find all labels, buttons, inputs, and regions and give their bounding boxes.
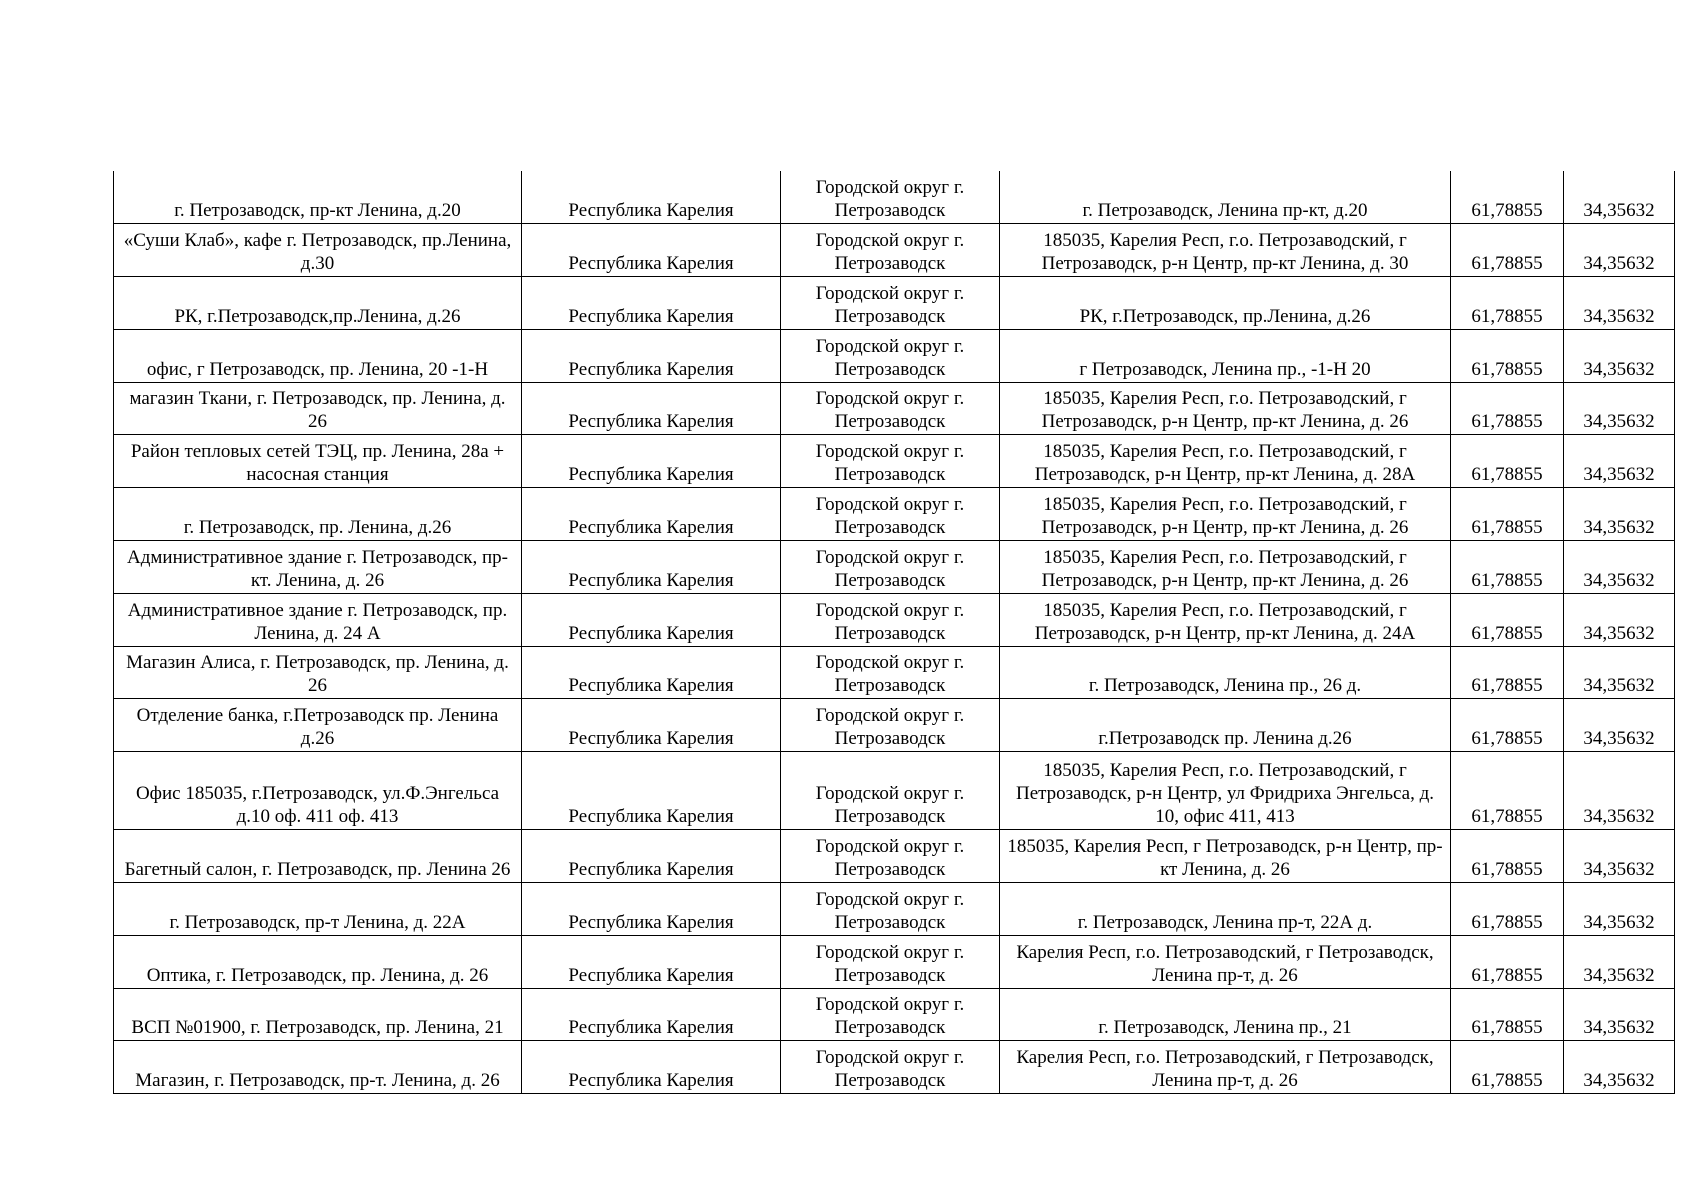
cell-latitude: 61,78855 bbox=[1451, 277, 1564, 330]
cell-region: Республика Карелия bbox=[522, 435, 781, 488]
cell-district: Городской округ г. Петрозаводск bbox=[781, 646, 1000, 699]
cell-longitude: 34,35632 bbox=[1564, 277, 1675, 330]
cell-longitude: 34,35632 bbox=[1564, 988, 1675, 1041]
cell-address: г. Петрозаводск, Ленина пр., 21 bbox=[1000, 988, 1451, 1041]
cell-object-name: Багетный салон, г. Петрозаводск, пр. Ленина 26 bbox=[114, 830, 522, 883]
cell-latitude: 61,78855 bbox=[1451, 883, 1564, 936]
cell-longitude: 34,35632 bbox=[1564, 752, 1675, 830]
cell-latitude: 61,78855 bbox=[1451, 830, 1564, 883]
cell-latitude: 61,78855 bbox=[1451, 224, 1564, 277]
cell-district: Городской округ г. Петрозаводск bbox=[781, 699, 1000, 752]
cell-address: 185035, Карелия Респ, г.о. Петрозаводский, г Петрозаводск, р-н Центр, пр-кт Ленина, д. 30 bbox=[1000, 224, 1451, 277]
table-row bbox=[114, 277, 1675, 330]
cell-latitude: 61,78855 bbox=[1451, 171, 1564, 224]
cell-region: Республика Карелия bbox=[522, 830, 781, 883]
cell-object-name: г. Петрозаводск, пр. Ленина, д.26 bbox=[114, 488, 522, 541]
cell-object-name: офис, г Петрозаводск, пр. Ленина, 20 -1-Н bbox=[114, 329, 522, 382]
cell-address: г. Петрозаводск, Ленина пр-кт, д.20 bbox=[1000, 171, 1451, 224]
cell-region: Республика Карелия bbox=[522, 752, 781, 830]
cell-region: Республика Карелия bbox=[522, 329, 781, 382]
table-row bbox=[114, 830, 1675, 883]
cell-address: г.Петрозаводск пр. Ленина д.26 bbox=[1000, 699, 1451, 752]
cell-object-name: Оптика, г. Петрозаводск, пр. Ленина, д. 26 bbox=[114, 935, 522, 988]
cell-longitude: 34,35632 bbox=[1564, 830, 1675, 883]
cell-latitude: 61,78855 bbox=[1451, 435, 1564, 488]
cell-address: г. Петрозаводск, Ленина пр-т, 22А д. bbox=[1000, 883, 1451, 936]
cell-longitude: 34,35632 bbox=[1564, 1041, 1675, 1094]
cell-longitude: 34,35632 bbox=[1564, 883, 1675, 936]
cell-address: 185035, Карелия Респ, г.о. Петрозаводский, г Петрозаводск, р-н Центр, пр-кт Ленина, д. 24А bbox=[1000, 593, 1451, 646]
cell-region: Республика Карелия bbox=[522, 541, 781, 594]
cell-address: РК, г.Петрозаводск, пр.Ленина, д.26 bbox=[1000, 277, 1451, 330]
cell-district: Городской округ г. Петрозаводск bbox=[781, 329, 1000, 382]
cell-district: Городской округ г. Петрозаводск bbox=[781, 883, 1000, 936]
cell-object-name: «Суши Клаб», кафе г. Петрозаводск, пр.Ленина, д.30 bbox=[114, 224, 522, 277]
cell-latitude: 61,78855 bbox=[1451, 935, 1564, 988]
cell-address: 185035, Карелия Респ, г Петрозаводск, р-н Центр, пр-кт Ленина, д. 26 bbox=[1000, 830, 1451, 883]
cell-longitude: 34,35632 bbox=[1564, 171, 1675, 224]
cell-region: Республика Карелия bbox=[522, 593, 781, 646]
cell-latitude: 61,78855 bbox=[1451, 329, 1564, 382]
table-row bbox=[114, 435, 1675, 488]
cell-object-name: г. Петрозаводск, пр-т Ленина, д. 22А bbox=[114, 883, 522, 936]
table-row bbox=[114, 593, 1675, 646]
cell-longitude: 34,35632 bbox=[1564, 435, 1675, 488]
cell-district: Городской округ г. Петрозаводск bbox=[781, 988, 1000, 1041]
table-row bbox=[114, 329, 1675, 382]
address-table bbox=[113, 171, 1675, 1094]
cell-longitude: 34,35632 bbox=[1564, 593, 1675, 646]
cell-district: Городской округ г. Петрозаводск bbox=[781, 935, 1000, 988]
cell-object-name: Административное здание г. Петрозаводск, пр. Ленина, д. 24 А bbox=[114, 593, 522, 646]
cell-address: Карелия Респ, г.о. Петрозаводский, г Петрозаводск, Ленина пр-т, д. 26 bbox=[1000, 1041, 1451, 1094]
table-row bbox=[114, 646, 1675, 699]
cell-latitude: 61,78855 bbox=[1451, 593, 1564, 646]
cell-address: 185035, Карелия Респ, г.о. Петрозаводский, г Петрозаводск, р-н Центр, пр-кт Ленина, д. 28А bbox=[1000, 435, 1451, 488]
cell-region: Республика Карелия bbox=[522, 277, 781, 330]
cell-region: Республика Карелия bbox=[522, 224, 781, 277]
cell-region: Республика Карелия bbox=[522, 382, 781, 435]
table-row bbox=[114, 224, 1675, 277]
cell-region: Республика Карелия bbox=[522, 488, 781, 541]
cell-latitude: 61,78855 bbox=[1451, 752, 1564, 830]
cell-district: Городской округ г. Петрозаводск bbox=[781, 171, 1000, 224]
cell-region: Республика Карелия bbox=[522, 171, 781, 224]
cell-object-name: Магазин, г. Петрозаводск, пр-т. Ленина, д. 26 bbox=[114, 1041, 522, 1094]
table-row bbox=[114, 883, 1675, 936]
cell-object-name: Отделение банка, г.Петрозаводск пр. Ленина д.26 bbox=[114, 699, 522, 752]
cell-district: Городской округ г. Петрозаводск bbox=[781, 830, 1000, 883]
cell-address: 185035, Карелия Респ, г.о. Петрозаводский, г Петрозаводск, р-н Центр, пр-кт Ленина, д. 26 bbox=[1000, 382, 1451, 435]
cell-latitude: 61,78855 bbox=[1451, 1041, 1564, 1094]
table-row bbox=[114, 1041, 1675, 1094]
table-row bbox=[114, 171, 1675, 224]
cell-region: Республика Карелия bbox=[522, 935, 781, 988]
cell-address: 185035, Карелия Респ, г.о. Петрозаводский, г Петрозаводск, р-н Центр, пр-кт Ленина, д. 26 bbox=[1000, 541, 1451, 594]
cell-latitude: 61,78855 bbox=[1451, 646, 1564, 699]
cell-address: Карелия Респ, г.о. Петрозаводский, г Петрозаводск, Ленина пр-т, д. 26 bbox=[1000, 935, 1451, 988]
cell-district: Городской округ г. Петрозаводск bbox=[781, 1041, 1000, 1094]
cell-region: Республика Карелия bbox=[522, 699, 781, 752]
table-row bbox=[114, 699, 1675, 752]
cell-longitude: 34,35632 bbox=[1564, 541, 1675, 594]
cell-latitude: 61,78855 bbox=[1451, 382, 1564, 435]
cell-object-name: Офис 185035, г.Петрозаводск, ул.Ф.Энгельса д.10 оф. 411 оф. 413 bbox=[114, 752, 522, 830]
cell-longitude: 34,35632 bbox=[1564, 329, 1675, 382]
cell-region: Республика Карелия bbox=[522, 1041, 781, 1094]
cell-longitude: 34,35632 bbox=[1564, 382, 1675, 435]
cell-district: Городской округ г. Петрозаводск bbox=[781, 435, 1000, 488]
cell-longitude: 34,35632 bbox=[1564, 935, 1675, 988]
cell-region: Республика Карелия bbox=[522, 646, 781, 699]
cell-latitude: 61,78855 bbox=[1451, 541, 1564, 594]
cell-district: Городской округ г. Петрозаводск bbox=[781, 593, 1000, 646]
cell-object-name: Магазин Алиса, г. Петрозаводск, пр. Ленина, д. 26 bbox=[114, 646, 522, 699]
cell-district: Городской округ г. Петрозаводск bbox=[781, 224, 1000, 277]
table-row bbox=[114, 488, 1675, 541]
cell-address: г. Петрозаводск, Ленина пр., 26 д. bbox=[1000, 646, 1451, 699]
cell-district: Городской округ г. Петрозаводск bbox=[781, 382, 1000, 435]
cell-longitude: 34,35632 bbox=[1564, 224, 1675, 277]
cell-latitude: 61,78855 bbox=[1451, 699, 1564, 752]
cell-district: Городской округ г. Петрозаводск bbox=[781, 752, 1000, 830]
cell-district: Городской округ г. Петрозаводск bbox=[781, 541, 1000, 594]
cell-object-name: г. Петрозаводск, пр-кт Ленина, д.20 bbox=[114, 171, 522, 224]
table-row bbox=[114, 988, 1675, 1041]
cell-region: Республика Карелия bbox=[522, 883, 781, 936]
cell-district: Городской округ г. Петрозаводск bbox=[781, 277, 1000, 330]
table-row bbox=[114, 752, 1675, 830]
cell-address: 185035, Карелия Респ, г.о. Петрозаводский, г Петрозаводск, р-н Центр, пр-кт Ленина, д. 26 bbox=[1000, 488, 1451, 541]
cell-object-name: Административное здание г. Петрозаводск, пр-кт. Ленина, д. 26 bbox=[114, 541, 522, 594]
table-row bbox=[114, 541, 1675, 594]
cell-longitude: 34,35632 bbox=[1564, 699, 1675, 752]
cell-object-name: ВСП №01900, г. Петрозаводск, пр. Ленина, 21 bbox=[114, 988, 522, 1041]
cell-region: Республика Карелия bbox=[522, 988, 781, 1041]
table-row bbox=[114, 935, 1675, 988]
cell-latitude: 61,78855 bbox=[1451, 488, 1564, 541]
address-table-body bbox=[114, 171, 1675, 1094]
cell-address: 185035, Карелия Респ, г.о. Петрозаводский, г Петрозаводск, р-н Центр, ул Фридриха Энгельса, д. 10, офис 411, 413 bbox=[1000, 752, 1451, 830]
cell-district: Городской округ г. Петрозаводск bbox=[781, 488, 1000, 541]
cell-longitude: 34,35632 bbox=[1564, 646, 1675, 699]
table-row bbox=[114, 382, 1675, 435]
cell-object-name: магазин Ткани, г. Петрозаводск, пр. Ленина, д. 26 bbox=[114, 382, 522, 435]
cell-address: г Петрозаводск, Ленина пр., -1-Н 20 bbox=[1000, 329, 1451, 382]
cell-longitude: 34,35632 bbox=[1564, 488, 1675, 541]
cell-latitude: 61,78855 bbox=[1451, 988, 1564, 1041]
cell-object-name: РК, г.Петрозаводск,пр.Ленина, д.26 bbox=[114, 277, 522, 330]
cell-object-name: Район тепловых сетей ТЭЦ, пр. Ленина, 28а + насосная станция bbox=[114, 435, 522, 488]
